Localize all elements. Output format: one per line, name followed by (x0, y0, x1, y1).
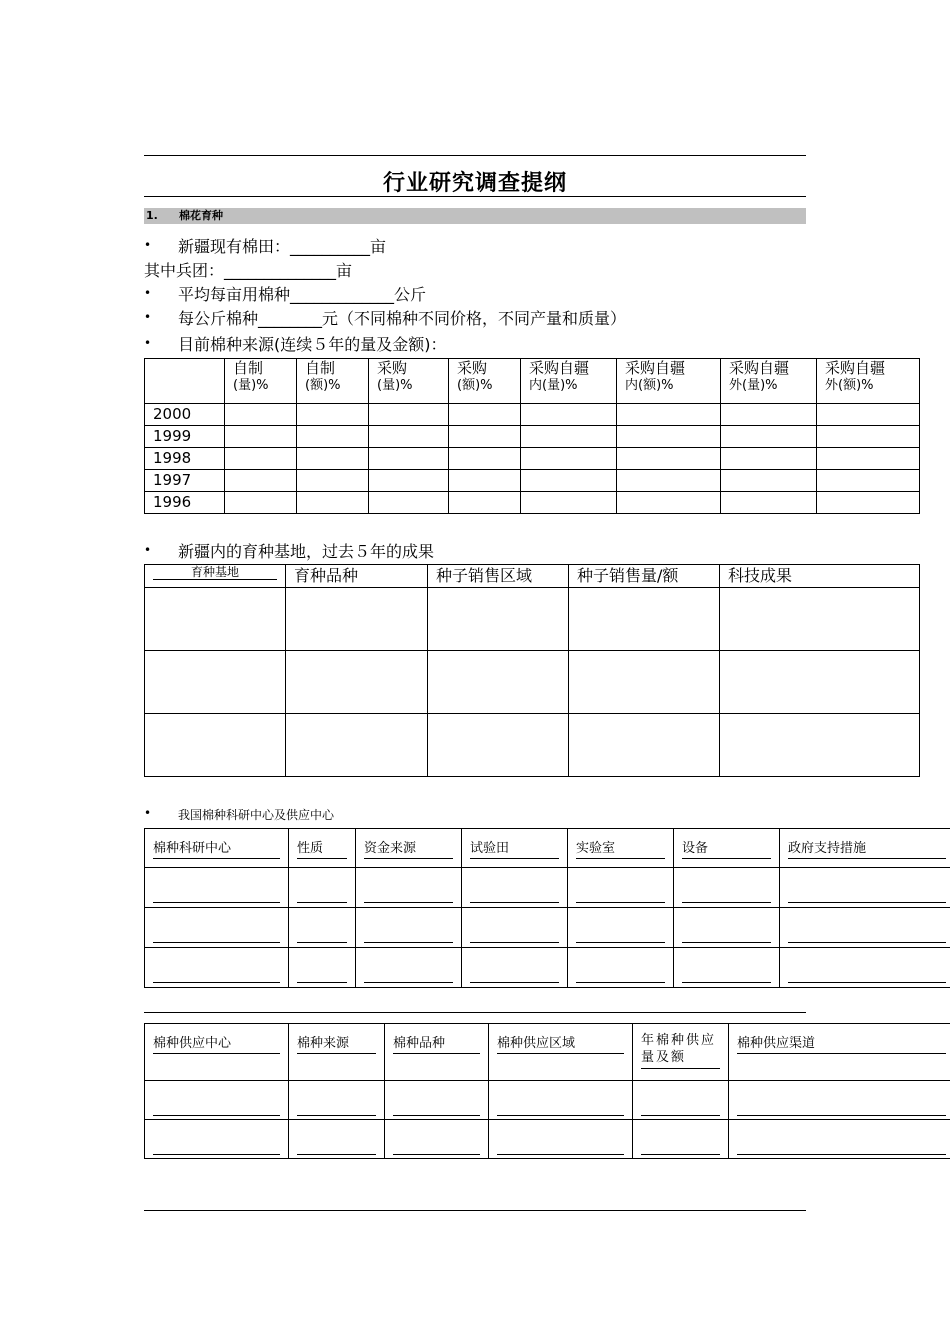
table-row (145, 588, 920, 651)
input-cell[interactable] (145, 588, 286, 651)
input-cell[interactable] (780, 948, 950, 988)
header-cell: 自制 (额)% (297, 359, 369, 404)
input-cell[interactable] (617, 492, 721, 514)
input-cell[interactable] (817, 426, 920, 448)
input-cell[interactable] (568, 948, 674, 988)
input-cell[interactable] (428, 714, 569, 777)
bullet-icon: • (144, 336, 152, 350)
input-cell[interactable] (289, 1120, 385, 1159)
table-row (145, 1120, 950, 1159)
title-rule (144, 196, 806, 197)
year-cell: 1997 (145, 470, 225, 492)
input-cell[interactable] (297, 404, 369, 426)
header-cell: 育种基地 (145, 565, 286, 588)
input-cell[interactable] (145, 651, 286, 714)
section-label: 棉花育种 (179, 209, 223, 222)
input-cell[interactable] (521, 448, 617, 470)
input-cell[interactable] (145, 1120, 289, 1159)
input-cell[interactable] (369, 448, 449, 470)
input-cell[interactable] (721, 470, 817, 492)
input-cell[interactable] (289, 948, 356, 988)
input-cell[interactable] (521, 492, 617, 514)
input-cell[interactable] (817, 492, 920, 514)
input-cell[interactable] (356, 908, 462, 948)
bullet-icon: • (144, 310, 152, 324)
text-research-center: 我国棉种科研中心及供应中心 (178, 808, 335, 822)
input-cell[interactable] (449, 404, 521, 426)
header-cell: 棉种科研中心 (145, 829, 289, 868)
input-cell[interactable] (449, 492, 521, 514)
input-cell[interactable] (817, 448, 920, 470)
year-cell: 1999 (145, 426, 225, 448)
input-cell[interactable] (289, 1081, 385, 1120)
table-row (145, 426, 920, 448)
header-cell: 设备 (674, 829, 780, 868)
input-cell[interactable] (385, 1081, 489, 1120)
input-cell[interactable] (617, 404, 721, 426)
header-cell: 试验田 (462, 829, 568, 868)
input-cell[interactable] (225, 426, 297, 448)
input-cell[interactable] (617, 426, 721, 448)
table-row (145, 448, 920, 470)
year-cell: 1996 (145, 492, 225, 514)
header-cell: 采购自疆 外(额)% (817, 359, 920, 404)
input-cell[interactable] (369, 426, 449, 448)
text-seed-price: 每公斤棉种________元（不同棉种不同价格，不同产量和质量） (178, 309, 627, 328)
input-cell[interactable] (145, 948, 289, 988)
bullet-icon: • (144, 286, 152, 300)
input-cell[interactable] (568, 908, 674, 948)
input-cell[interactable] (449, 426, 521, 448)
input-cell[interactable] (289, 908, 356, 948)
section-number: 1. (146, 209, 158, 222)
input-cell[interactable] (721, 404, 817, 426)
table-row (145, 908, 950, 948)
input-cell[interactable] (369, 404, 449, 426)
input-cell[interactable] (721, 448, 817, 470)
input-cell[interactable] (356, 948, 462, 988)
input-cell[interactable] (721, 492, 817, 514)
input-cell[interactable] (720, 588, 920, 651)
input-cell[interactable] (286, 651, 428, 714)
header-cell: 采购 (量)% (369, 359, 449, 404)
table-row (145, 714, 920, 777)
input-cell[interactable] (780, 868, 950, 908)
input-cell[interactable] (617, 448, 721, 470)
year-cell: 2000 (145, 404, 225, 426)
table-row (145, 948, 950, 988)
bullet-icon: • (144, 543, 152, 557)
table-row (145, 492, 920, 514)
header-cell: 自制 (量)% (225, 359, 297, 404)
input-cell[interactable] (521, 426, 617, 448)
input-cell[interactable] (521, 470, 617, 492)
input-cell[interactable] (145, 868, 289, 908)
input-cell[interactable] (489, 1120, 633, 1159)
header-cell: 资金来源 (356, 829, 462, 868)
header-cell: 棉种来源 (289, 1024, 385, 1081)
input-cell[interactable] (569, 714, 720, 777)
bullet-icon: • (144, 238, 152, 252)
input-cell[interactable] (720, 714, 920, 777)
input-cell[interactable] (729, 1081, 950, 1120)
header-cell: 棉种供应渠道 (729, 1024, 950, 1081)
header-cell: 棉种品种 (385, 1024, 489, 1081)
table-header-row (145, 1024, 950, 1081)
supply-center-table (144, 1023, 950, 1159)
top-rule (144, 155, 806, 156)
input-cell[interactable] (385, 1120, 489, 1159)
input-cell[interactable] (462, 908, 568, 948)
input-cell[interactable] (633, 1081, 729, 1120)
input-cell[interactable] (428, 588, 569, 651)
input-cell[interactable] (356, 868, 462, 908)
header-cell (145, 359, 225, 404)
input-cell[interactable] (225, 404, 297, 426)
input-cell[interactable] (428, 651, 569, 714)
seed-source-table (144, 358, 920, 514)
input-cell[interactable] (462, 948, 568, 988)
header-cell: 政府支持措施 (780, 829, 950, 868)
input-cell[interactable] (720, 651, 920, 714)
input-cell[interactable] (286, 588, 428, 651)
input-cell[interactable] (521, 404, 617, 426)
header-cell: 采购 (额)% (449, 359, 521, 404)
input-cell[interactable] (780, 908, 950, 948)
input-cell[interactable] (449, 448, 521, 470)
table-header-row (145, 359, 920, 404)
input-cell[interactable] (145, 908, 289, 948)
input-cell[interactable] (297, 492, 369, 514)
input-cell[interactable] (729, 1120, 950, 1159)
table-row (145, 470, 920, 492)
text-seed-per-mu: 平均每亩用棉种_____________公斤 (178, 285, 427, 304)
input-cell[interactable] (817, 404, 920, 426)
bullet-icon: • (144, 806, 152, 820)
year-cell: 1998 (145, 448, 225, 470)
input-cell[interactable] (674, 908, 780, 948)
input-cell[interactable] (569, 651, 720, 714)
input-cell[interactable] (297, 426, 369, 448)
text-seed-source: 目前棉种来源(连续５年的量及金额)： (178, 335, 447, 354)
input-cell[interactable] (297, 448, 369, 470)
input-cell[interactable] (489, 1081, 633, 1120)
table-row (145, 651, 920, 714)
header-cell: 采购自疆 外(量)% (721, 359, 817, 404)
input-cell[interactable] (817, 470, 920, 492)
input-cell[interactable] (145, 1081, 289, 1120)
input-cell[interactable] (369, 492, 449, 514)
header-cell: 棉种供应区域 (489, 1024, 633, 1081)
header-cell: 科技成果 (720, 565, 920, 588)
table-row (145, 404, 920, 426)
header-cell: 实验室 (568, 829, 674, 868)
bottom-rule (144, 1210, 806, 1211)
header-cell: 性质 (289, 829, 356, 868)
header-cell: 种子销售量/额 (569, 565, 720, 588)
input-cell[interactable] (225, 448, 297, 470)
input-cell[interactable] (369, 470, 449, 492)
table-row (145, 1081, 950, 1120)
input-cell[interactable] (462, 868, 568, 908)
header-cell: 采购自疆 内(额)% (617, 359, 721, 404)
text-bingtuan: 其中兵团：______________亩 (144, 261, 353, 280)
header-cell: 棉种供应中心 (145, 1024, 289, 1081)
input-cell[interactable] (289, 868, 356, 908)
header-cell: 年棉种供应量及额 (633, 1024, 729, 1081)
header-cell: 采购自疆 内(量)% (521, 359, 617, 404)
header-cell: 育种品种 (286, 565, 428, 588)
input-cell[interactable] (569, 588, 720, 651)
header-cell: 种子销售区域 (428, 565, 569, 588)
table-header-row (145, 829, 950, 868)
text-breeding-base: 新疆内的育种基地，过去５年的成果 (178, 542, 435, 561)
table-row (145, 868, 950, 908)
research-center-table (144, 828, 950, 988)
breeding-base-table (144, 564, 920, 777)
input-cell[interactable] (225, 492, 297, 514)
table-header-row (145, 565, 920, 588)
input-cell[interactable] (286, 714, 428, 777)
page-title: 行业研究调查提纲 (382, 171, 567, 196)
input-cell[interactable] (721, 426, 817, 448)
input-cell[interactable] (674, 948, 780, 988)
input-cell[interactable] (568, 868, 674, 908)
input-cell[interactable] (145, 714, 286, 777)
section-heading (144, 208, 806, 224)
text-cotton-field: 新疆现有棉田：__________亩 (178, 237, 387, 256)
divider-rule (144, 1012, 806, 1013)
input-cell[interactable] (617, 470, 721, 492)
input-cell[interactable] (225, 470, 297, 492)
input-cell[interactable] (449, 470, 521, 492)
input-cell[interactable] (633, 1120, 729, 1159)
input-cell[interactable] (297, 470, 369, 492)
input-cell[interactable] (674, 868, 780, 908)
